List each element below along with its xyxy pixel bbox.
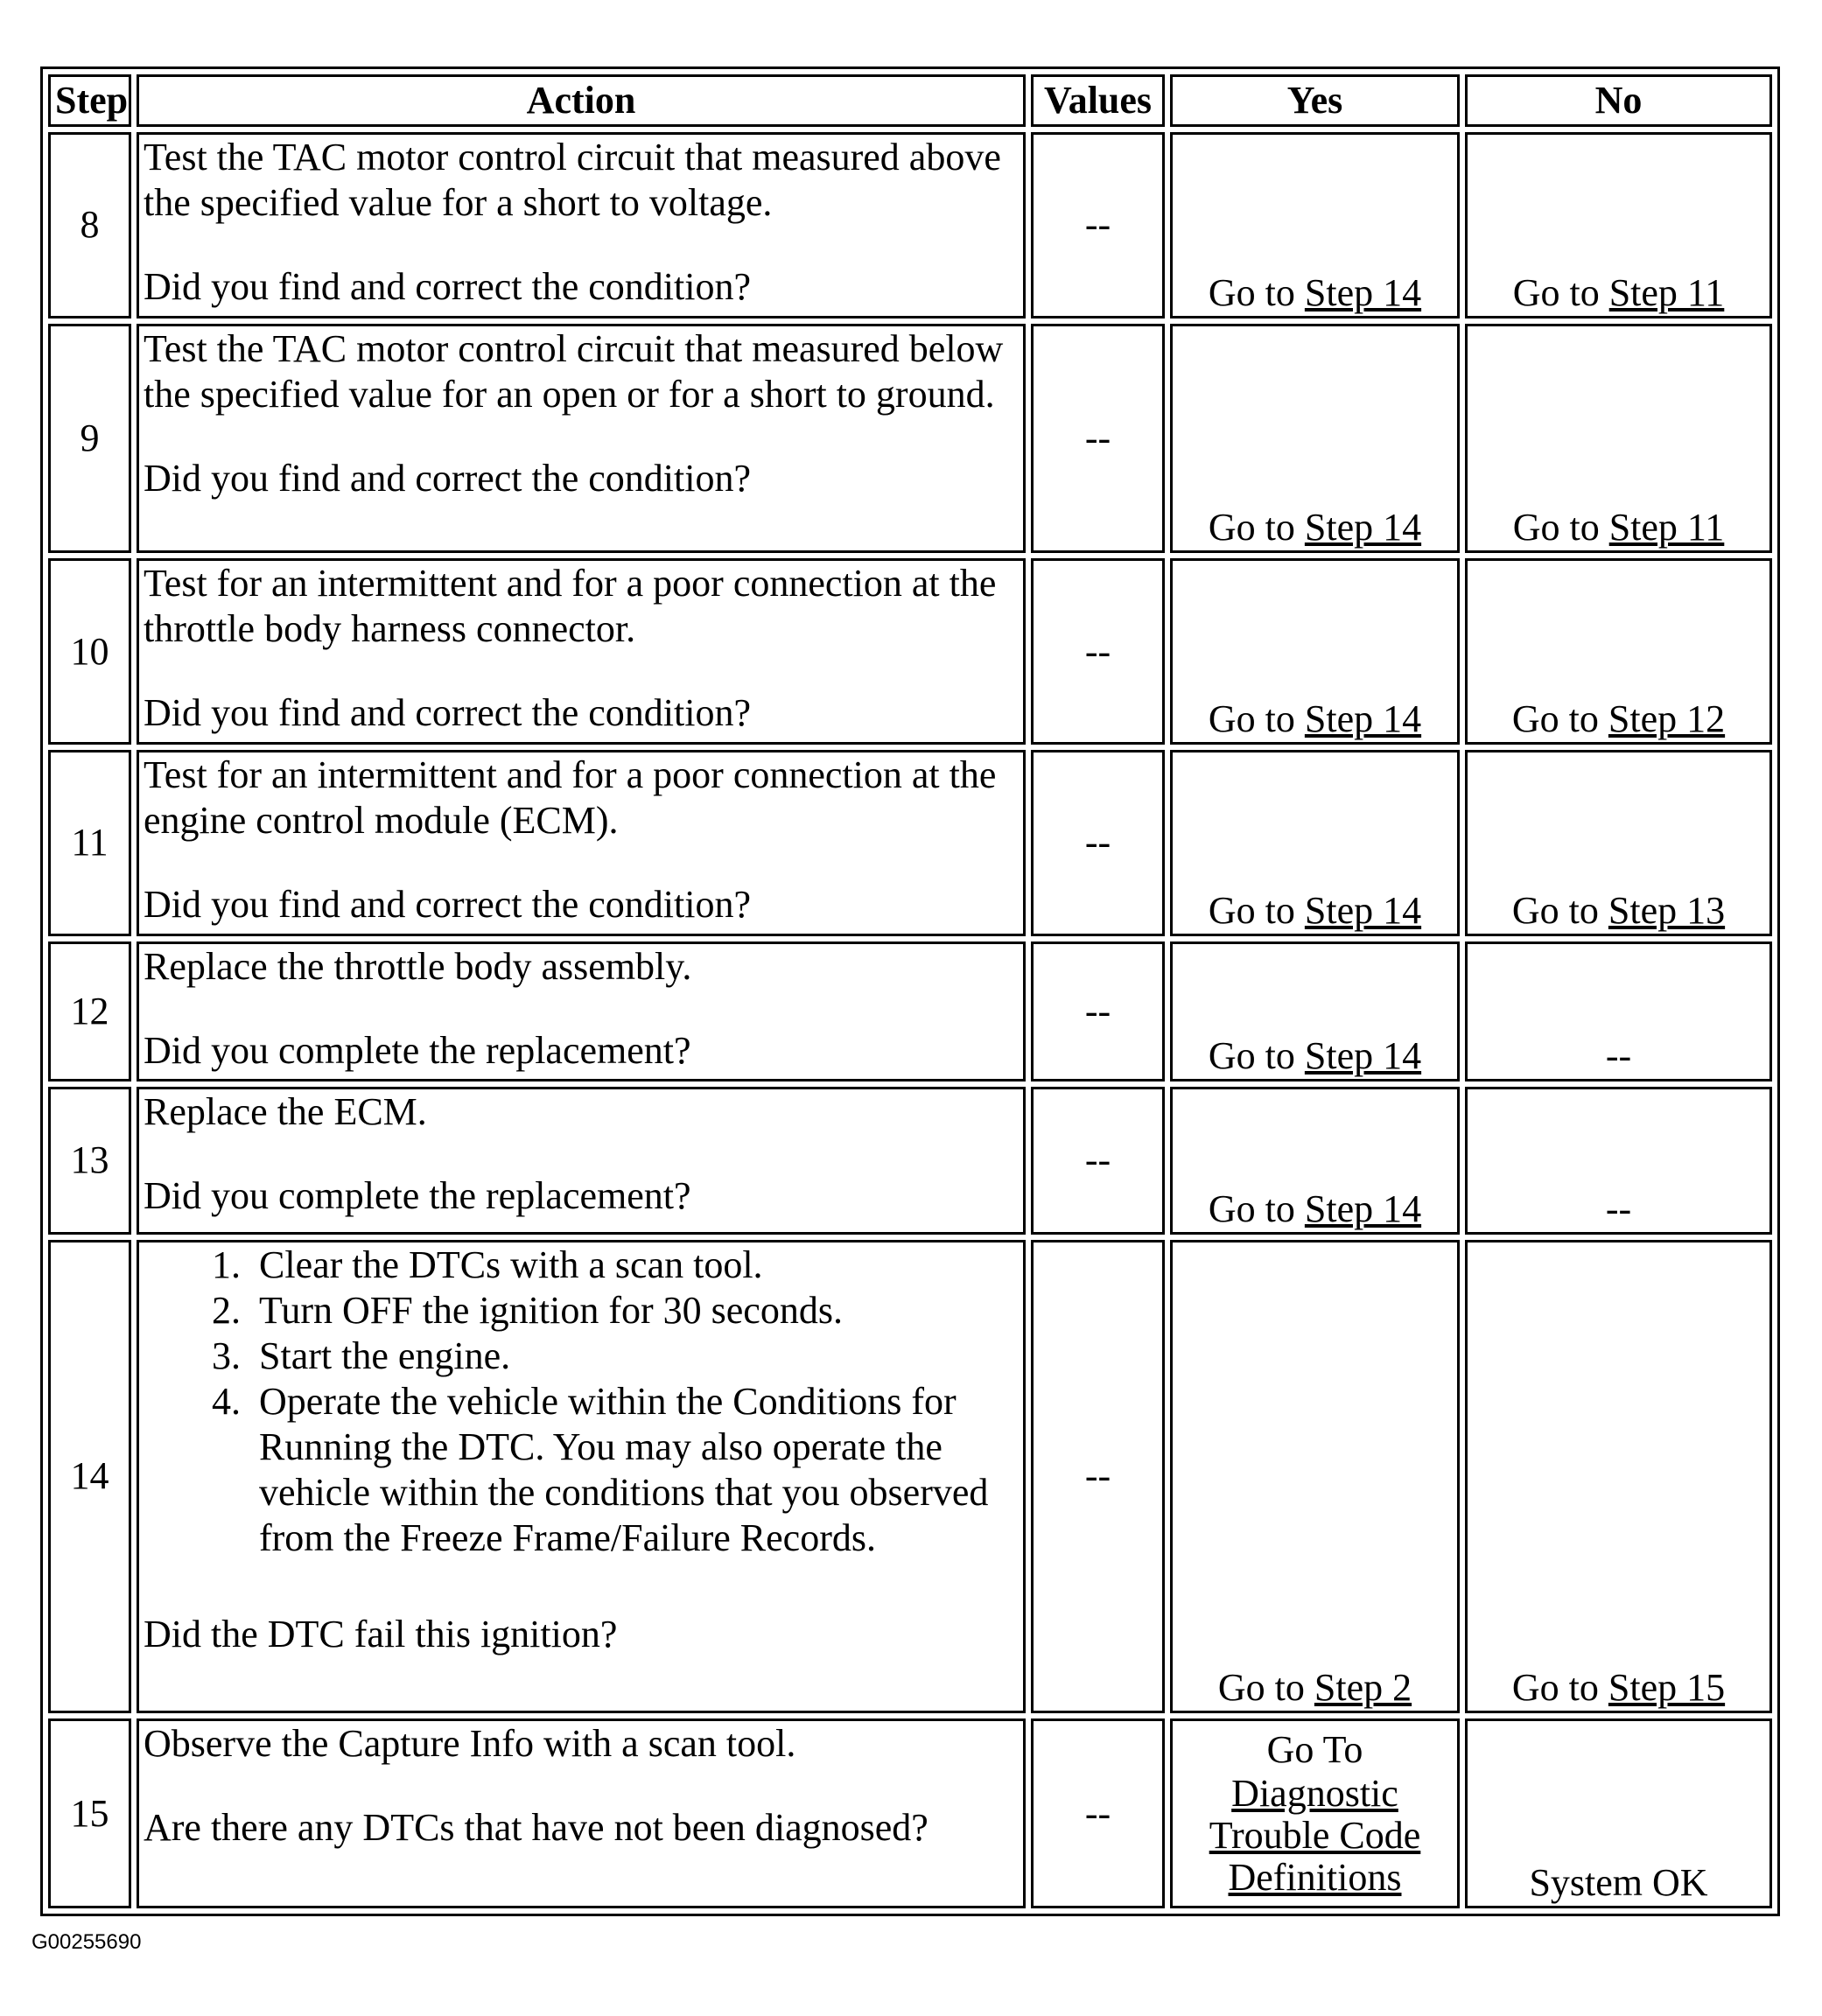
no-step-link[interactable]: Step 11: [1608, 506, 1725, 550]
dtc-definitions-link[interactable]: Diagnostic Trouble Code Definitions: [1209, 1771, 1421, 1899]
figure-id: G00255690: [32, 1930, 142, 1954]
step-number: 15: [48, 1718, 131, 1908]
step-number: 14: [48, 1240, 131, 1714]
values-cell: --: [1031, 132, 1165, 318]
action-cell: [137, 558, 1026, 745]
yes-step-link[interactable]: Step 14: [1304, 270, 1422, 314]
action-steps-list: [144, 1242, 1019, 1561]
action-text: Replace the throttle body assembly.: [144, 944, 692, 988]
action-cell: [137, 324, 1026, 554]
values-cell: --: [1031, 558, 1165, 745]
table-row: [48, 942, 1772, 1082]
no-cell: [1465, 750, 1772, 936]
action-cell: [137, 132, 1026, 318]
yes-prefix: Go To: [1266, 1727, 1363, 1771]
yes-step-link[interactable]: Step 2: [1314, 1666, 1412, 1710]
values-cell: --: [1031, 1240, 1165, 1714]
no-cell: [1465, 1240, 1772, 1714]
no-cell: [1465, 324, 1772, 554]
no-cell: --: [1465, 1087, 1772, 1235]
yes-prefix: Go to: [1208, 888, 1305, 932]
yes-prefix: Go to: [1208, 1034, 1305, 1078]
yes-cell: [1170, 1718, 1460, 1908]
yes-cell: [1170, 558, 1460, 745]
yes-cell: [1170, 132, 1460, 318]
list-item: 1. Clear the DTCs with a scan tool.: [250, 1242, 1019, 1288]
yes-prefix: Go to: [1217, 1666, 1314, 1710]
yes-cell: [1170, 324, 1460, 554]
action-text: Observe the Capture Info with a scan tool.: [144, 1722, 796, 1766]
table-row: [48, 1718, 1772, 1908]
table-row: [48, 558, 1772, 745]
diagnostic-table: [40, 66, 1780, 1916]
table-row: [48, 132, 1772, 318]
action-question: Did you find and correct the condition?: [144, 691, 752, 735]
step-number: 9: [48, 324, 131, 554]
action-question: Did you complete the replacement?: [144, 1174, 691, 1218]
yes-prefix: Go to: [1208, 1186, 1305, 1230]
no-cell: [1465, 558, 1772, 745]
yes-step-link[interactable]: Step 14: [1304, 697, 1422, 741]
step-number: 13: [48, 1087, 131, 1235]
action-cell: [137, 750, 1026, 936]
yes-prefix: Go to: [1208, 697, 1305, 741]
action-cell: [137, 1087, 1026, 1235]
action-text: Replace the ECM.: [144, 1090, 427, 1134]
action-question: Did you find and correct the condition?: [144, 883, 752, 927]
header-yes: Yes: [1170, 74, 1460, 127]
list-item: 3. Start the engine.: [250, 1334, 1019, 1379]
no-step-link[interactable]: Step 11: [1608, 270, 1725, 314]
yes-cell: [1170, 750, 1460, 936]
step-number: 10: [48, 558, 131, 745]
action-cell: [137, 1718, 1026, 1908]
yes-cell: [1170, 942, 1460, 1082]
action-text: Test for an intermittent and for a poor connection at the throttle body harness connector.: [144, 562, 997, 651]
header-action: Action: [137, 74, 1026, 127]
yes-step-link[interactable]: Step 14: [1304, 1186, 1422, 1230]
no-cell: System OK: [1465, 1718, 1772, 1908]
table-row: [48, 1087, 1772, 1235]
header-values: Values: [1031, 74, 1165, 127]
yes-step-link[interactable]: Step 14: [1304, 1034, 1422, 1078]
action-cell: [137, 942, 1026, 1082]
no-prefix: Go to: [1511, 888, 1608, 932]
yes-cell: [1170, 1087, 1460, 1235]
no-prefix: Go to: [1512, 506, 1609, 550]
yes-cell: [1170, 1240, 1460, 1714]
table-row: [48, 1240, 1772, 1714]
action-question: Are there any DTCs that have not been diagnosed?: [144, 1806, 929, 1850]
no-prefix: Go to: [1511, 1666, 1608, 1710]
yes-step-link[interactable]: Step 14: [1304, 888, 1422, 932]
action-text: Test the TAC motor control circuit that measured below the specified value for an open or for a short to ground.: [144, 326, 1004, 416]
no-prefix: Go to: [1512, 270, 1609, 314]
table-row: [48, 324, 1772, 554]
action-question: Did you find and correct the condition?: [144, 265, 752, 308]
action-question: Did you find and correct the condition?: [144, 456, 752, 500]
no-step-link[interactable]: Step 12: [1608, 697, 1726, 741]
action-text: Test the TAC motor control circuit that measured above the specified value for a short to voltage.: [144, 136, 1001, 224]
table-row: [48, 750, 1772, 936]
header-no: No: [1465, 74, 1772, 127]
values-cell: --: [1031, 942, 1165, 1082]
step-number: 11: [48, 750, 131, 936]
action-question: Did you complete the replacement?: [144, 1028, 691, 1072]
action-cell: [137, 1240, 1026, 1714]
list-item: 2. Turn OFF the ignition for 30 seconds.: [250, 1288, 1019, 1334]
header-step: Step: [48, 74, 131, 127]
action-question: Did the DTC fail this ignition?: [144, 1612, 618, 1656]
values-cell: --: [1031, 324, 1165, 554]
yes-step-link[interactable]: Step 14: [1304, 506, 1422, 550]
yes-prefix: Go to: [1208, 506, 1305, 550]
no-prefix: Go to: [1511, 697, 1608, 741]
values-cell: --: [1031, 1087, 1165, 1235]
values-cell: --: [1031, 750, 1165, 936]
list-item: 4. Operate the vehicle within the Conditions for Running the DTC. You may also operate the vehicle within the conditions that you observed from the Freeze Frame/Failure Records.: [250, 1379, 1019, 1561]
no-step-link[interactable]: Step 13: [1608, 888, 1726, 932]
action-text: Test for an intermittent and for a poor connection at the engine control module (ECM).: [144, 753, 997, 843]
no-cell: --: [1465, 942, 1772, 1082]
yes-prefix: Go to: [1208, 270, 1305, 314]
header-row: [48, 74, 1772, 127]
step-number: 12: [48, 942, 131, 1082]
step-number: 8: [48, 132, 131, 318]
no-step-link[interactable]: Step 15: [1608, 1666, 1726, 1710]
no-cell: [1465, 132, 1772, 318]
values-cell: --: [1031, 1718, 1165, 1908]
